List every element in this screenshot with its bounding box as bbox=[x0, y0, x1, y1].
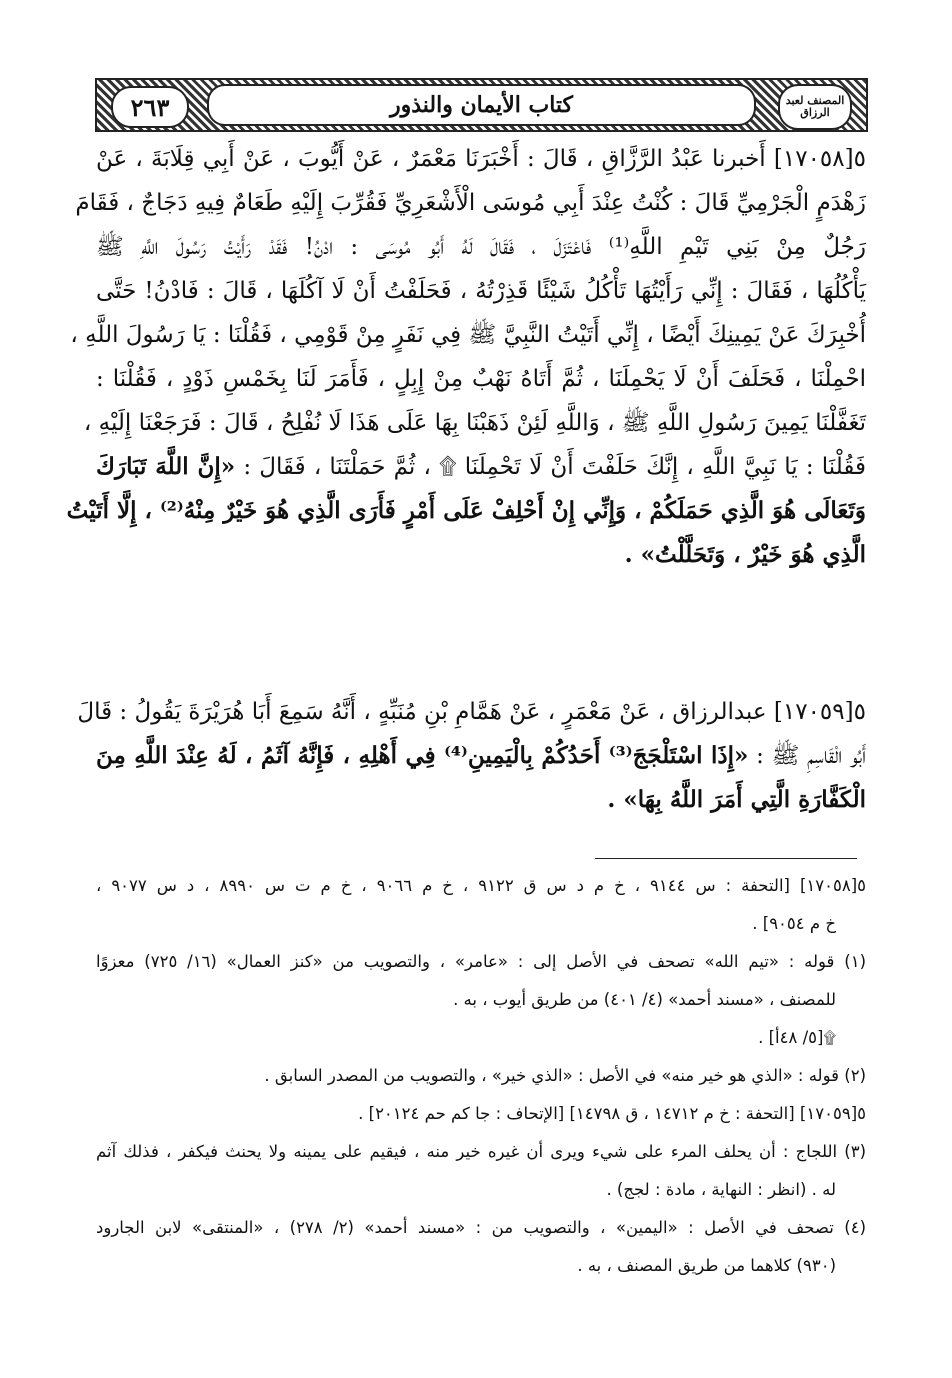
footnotes bbox=[96, 867, 866, 1285]
text-line: رَجُلٌ مِنْ بَنِي تَيْمِ اللَّهِ⁽¹⁾ فَاعْتَزَلَ ، فَقَالَ لَهُ أَبُو مُوسَى : ادْنُ! فَقَدْ رَأَيْتُ رَسُولَ اللَّهِ ﷺ bbox=[96, 234, 866, 260]
prophetic-quote-line: وَتَعَالَى هُوَ الَّذِي حَمَلَكُمْ ، وَإِنِّي إِنْ أَحْلِفْ عَلَى أَمْرٍ فَأَرَى الَّذِي هُوَ خَيْرٌ مِنْهُ⁽²⁾ ، إِلَّا أَتَيْتُ bbox=[66, 497, 866, 524]
footnote-line: (١) قوله : «تيم الله» تصحف في الأصل إلى : «عامر» ، والتصويب من «كنز العمال» (١٦/ ٧٢٥) معزوًا bbox=[96, 952, 866, 971]
footnote-divider bbox=[595, 858, 857, 859]
prophetic-quote: «إِنَّ اللَّهَ تَبَارَكَ bbox=[96, 453, 236, 480]
footnote-line: للمصنف ، «مسند أحمد» (٤/ ٤٠١) من طريق أيوب ، به . bbox=[453, 990, 836, 1009]
text-line: زَهْدَمٍ الْجَرْمِيِّ قَالَ : كُنْتُ عِنْدَ أَبِي مُوسَى الْأَشْعَرِيِّ فَقُرِّبَ إِلَيْهِ طَعَامٌ فِيهِ دَجَاجٌ ، فَقَامَ bbox=[75, 190, 866, 216]
prophetic-quote-line: الْكَفَّارَةِ الَّتِي أَمَرَ اللَّهُ بِهَا» . bbox=[607, 786, 866, 813]
footnote-line: (٩٣٠) كلاهما من طريق المصنف ، به . bbox=[577, 1256, 836, 1275]
text-segment: فَقُلْنَا : يَا نَبِيَّ اللَّهِ ، إِنَّكَ حَلَفْتَ أَنْ لَا تَحْمِلَنَا ۩ ، ثُمَّ حَمَلْتَنَا ، فَقَالَ : bbox=[243, 454, 866, 480]
chapter-title: كتاب الأيمان والنذور bbox=[207, 84, 756, 126]
text-line: ٥[١٧٠٥٨] أَخبرنا عَبْدُ الرَّزَّاقِ ، قَالَ : أَخْبَرَنَا مَعْمَرٌ ، عَنْ أَيُّوبَ ، عَنْ أَبِي قِلَابَةَ ، عَنْ bbox=[96, 146, 866, 172]
prophetic-quote-line: الَّذِي هُوَ خَيْرٌ ، وَتَحَلَّلْتُ» . bbox=[624, 541, 866, 568]
text-line bbox=[96, 734, 866, 778]
book-logo: المصنف لعبد الرزاق bbox=[778, 84, 852, 130]
footnote-line: ٥[١٧٠٥٨] [التحفة : س ٩١٤٤ ، خ م د س ق ٩١٢٢ ، خ م ٩٠٦٦ ، خ م ت س ٨٩٩٠ ، د س ٩٠٧٧ ، bbox=[96, 876, 867, 895]
page-header bbox=[95, 78, 868, 132]
hadith-17058 bbox=[66, 137, 866, 577]
text-line: احْمِلْنَا ، فَحَلَفَ أَنْ لَا يَحْمِلَنَا ، ثُمَّ أَتَاهُ نَهْبٌ مِنْ إِبِلٍ ، فَأَمَرَ لَنَا بِخَمْسِ ذَوْدٍ ، فَقُلْنَا : bbox=[96, 366, 866, 392]
text-line: تَغَفَّلْنَا يَمِينَ رَسُولِ اللَّهِ ﷺ ، وَاللَّهِ لَئِنْ ذَهَبْنَا بِهَا عَلَى هَذَا لَا نُفْلِحُ ، قَالَ : فَرَجَعْنَا إِلَيْهِ ، bbox=[83, 410, 866, 436]
footnote-line: (٣) اللجاج : أن يحلف المرء على شيء ويرى أن غيره خير منه ، فيقيم على يمينه ولا يحنث فيكفر ، فذلك آثم bbox=[96, 1142, 866, 1161]
footnote-line: (٤) تصحف في الأصل : «اليمين» ، والتصويب من : «مسند أحمد» (٢/ ٢٧٨) ، «المنتقى» لابن الجارود bbox=[96, 1218, 867, 1237]
text-line: أُخْبِرَكَ عَنْ يَمِينِكَ أَيْضًا ، إِنِّي أَتَيْتُ النَّبِيَّ ﷺ فِي نَفَرٍ مِنْ قَوْمِي ، فَقُلْنَا : يَا رَسُولَ اللَّهِ ، bbox=[70, 322, 866, 348]
prophetic-quote: «إِذَا اسْتَلْجَجَ⁽³⁾ أَحَدُكُمْ بِالْيَمِينِ⁽⁴⁾ فِي أَهْلِهِ ، فَإِنَّهُ آثَمُ ، لَهُ عِنْدَ اللَّهِ مِنَ bbox=[96, 742, 749, 769]
page-number: ٢٦٣ bbox=[111, 86, 189, 128]
text-line bbox=[96, 445, 866, 489]
hadith-17059 bbox=[77, 690, 866, 822]
footnote-line: ٥[١٧٠٥٩] [التحفة : خ م ١٤٧١٢ ، ق ١٤٧٩٨] [الإتحاف : جا كم حم ٢٠١٢٤] . bbox=[358, 1104, 866, 1123]
footnote-line: (٢) قوله : «الذي هو خير منه» في الأصل : «الذي خير» ، والتصويب من المصدر السابق . bbox=[264, 1066, 866, 1085]
footnote-line: خ م ٩٠٥٤] . bbox=[752, 914, 836, 933]
footnote-line: له . (انظر : النهاية ، مادة : لجج) . bbox=[606, 1180, 836, 1199]
text-line: يَأْكُلُهَا ، فَقَالَ : إِنِّي رَأَيْتُهَا تَأْكُلُ شَيْئًا قَذِرْتُهُ ، فَحَلَفْتُ أَنْ لَا آكُلَهَا ، قَالَ : فَادْنُ! حَتَّى bbox=[96, 278, 866, 304]
text-line: ٥[١٧٠٥٩] عبدالرزاق ، عَنْ مَعْمَرٍ ، عَنْ هَمَّامِ بْنِ مُنَبِّهٍ ، أَنَّهُ سَمِعَ أَبَا هُرَيْرَةَ يَقُولُ : قَالَ bbox=[77, 699, 866, 725]
footnote-line: ۩[٥/ ٤٨أ] . bbox=[758, 1028, 836, 1047]
text-segment: أَبُو الْقَاسِمِ ﷺ : bbox=[756, 743, 866, 769]
